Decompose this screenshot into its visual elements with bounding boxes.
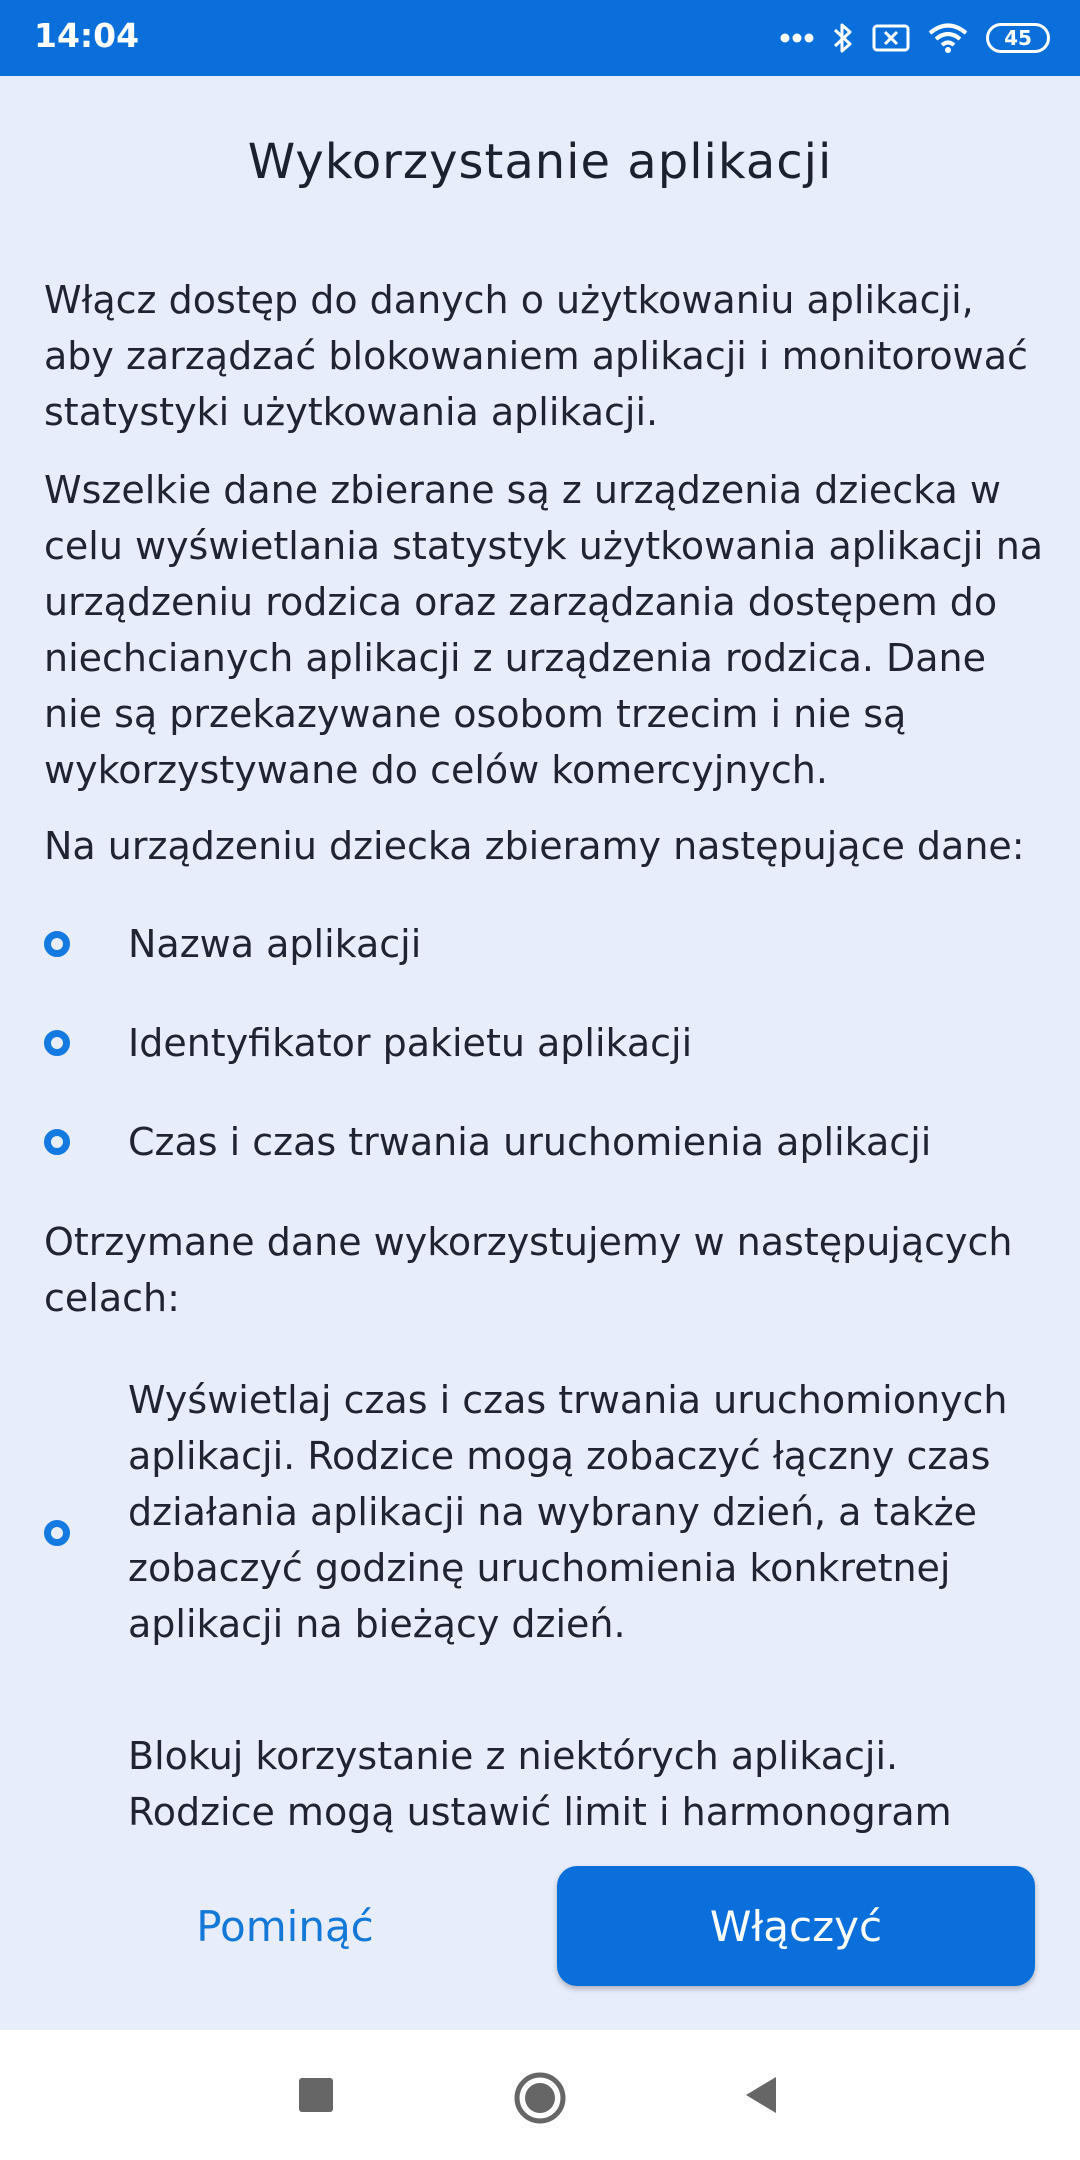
page-title: Wykorzystanie aplikacji	[247, 134, 833, 190]
list-item-text: Nazwa aplikacji	[128, 922, 422, 966]
bullet-icon	[44, 1030, 70, 1056]
bullet-icon	[44, 1129, 70, 1155]
status-time: 14:04	[34, 16, 140, 55]
list-item-text: Czas i czas trwania uruchomienia aplikacji	[128, 1120, 932, 1164]
list-item-text: Wyświetlaj czas i czas trwania uruchomionych aplikacji. Rodzice mogą zobaczyć łączny czas działania aplikacji na wybrany dzień, a także zobaczyć godzinę uruchomienia konkretnej aplikacji na bieżący dzień.	[128, 1378, 1008, 1646]
wifi-icon	[928, 22, 968, 54]
purposes-heading: Otrzymane dane wykorzystujemy w następujących celach:	[44, 1220, 1013, 1320]
home-icon[interactable]	[512, 2070, 568, 2126]
recents-icon[interactable]	[294, 2073, 338, 2117]
action-bar	[0, 1848, 1080, 2030]
battery-level: 45	[1004, 26, 1032, 50]
bullet-icon	[44, 931, 70, 957]
data-usage-paragraph: Wszelkie dane zbierane są z urządzenia dziecka w celu wyświetlania statystyk użytkowania aplikacji na urządzeniu rodzica oraz zarządzania dostępem do niechcianych aplikacji z urządzenia rodzica. Dane nie są przekazywane osobom trzecim i nie są wykorzystywane do celów komercyjnych.	[44, 468, 1044, 792]
sim-off-icon	[872, 23, 910, 53]
bluetooth-icon	[832, 21, 854, 55]
back-icon[interactable]	[740, 2073, 784, 2117]
more-dots-icon	[780, 32, 814, 44]
skip-button[interactable]: Pominąć	[140, 1866, 430, 1986]
battery-icon	[986, 23, 1050, 53]
content-scroll-area[interactable]	[0, 76, 1080, 1848]
status-icons	[780, 14, 1050, 62]
intro-paragraph: Włącz dostęp do danych o użytkowaniu aplikacji, aby zarządzać blokowaniem aplikacji i monitorować statystyki użytkowania aplikacji.	[44, 278, 1028, 434]
navigation-bar	[0, 2030, 1080, 2160]
bullet-icon	[44, 1520, 70, 1546]
collected-heading: Na urządzeniu dziecka zbieramy następujące dane:	[44, 824, 1025, 868]
status-bar	[0, 0, 1080, 76]
enable-button[interactable]: Włączyć	[557, 1866, 1035, 1986]
list-item-text: Blokuj korzystanie z niektórych aplikacji. Rodzice mogą ustawić limit i harmonogram	[128, 1734, 952, 1834]
list-item-text: Identyfikator pakietu aplikacji	[128, 1021, 693, 1065]
